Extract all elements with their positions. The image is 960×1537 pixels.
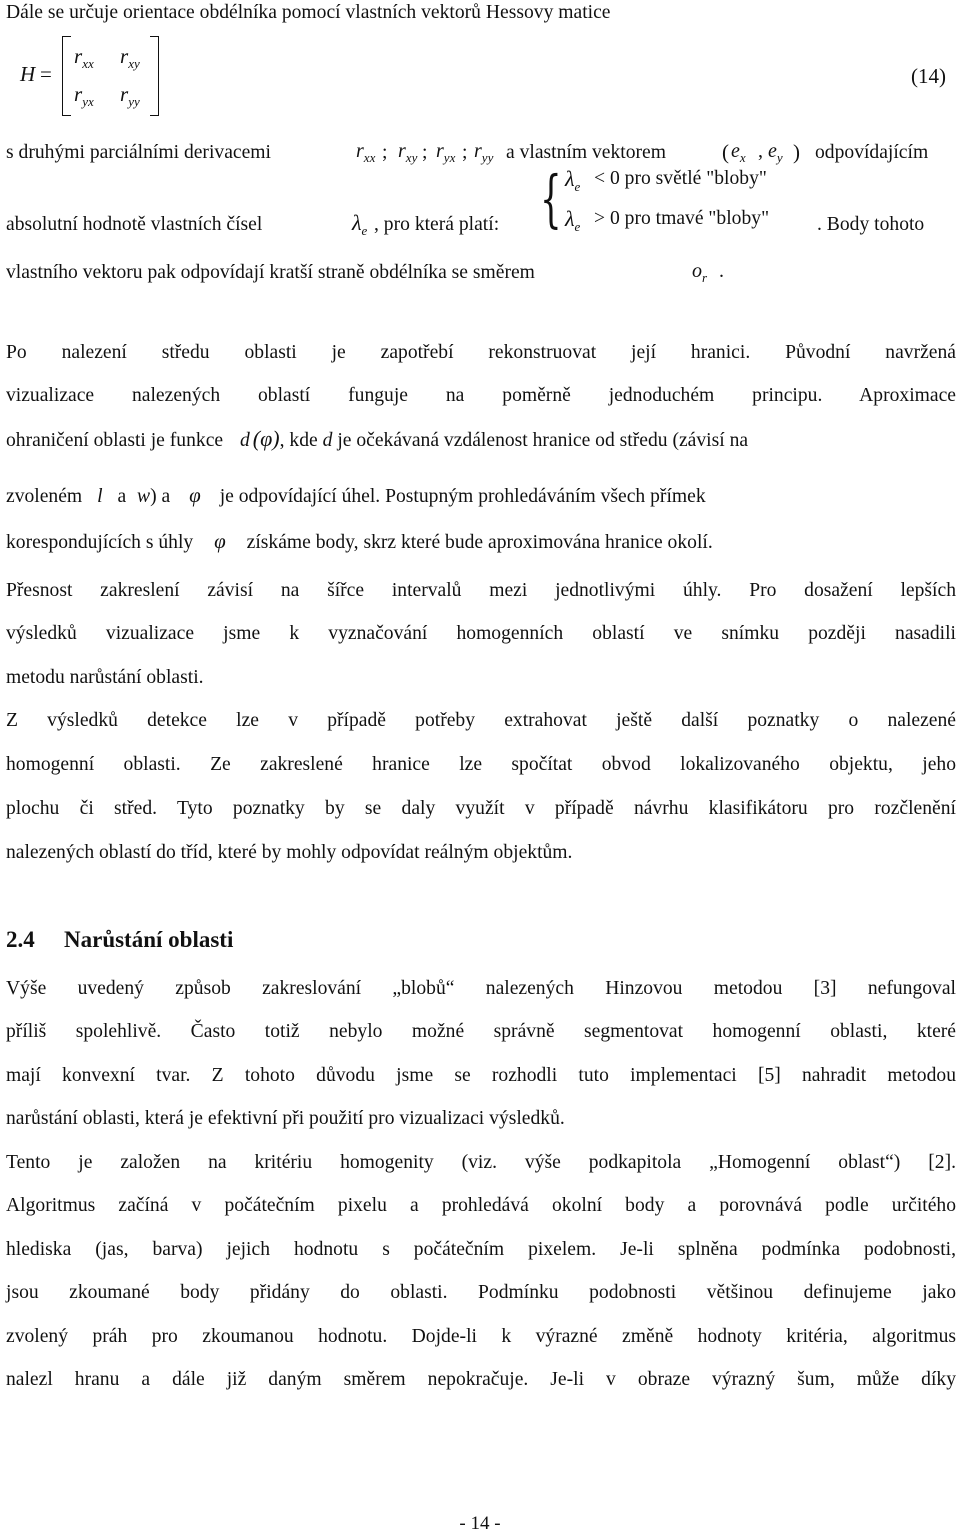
deriv-r-xy: $r_{xy}$ (398, 140, 418, 165)
direction-or: $o_r$ (692, 260, 708, 285)
section-title: Narůstání oblasti (64, 927, 234, 952)
page-number: - 14 - (459, 1513, 501, 1534)
p1-line4: zvoleném l a w) a φ je odpovídající úhel. Postupným prohledáváním všech přímek (6, 483, 706, 507)
section-heading (6, 927, 233, 953)
eigen-suffix: . Body tohoto (817, 214, 925, 235)
matrix-right-bracket (150, 36, 159, 116)
case1-text: < 0 pro světlé "bloby" (594, 168, 767, 189)
matrix-equals: = (40, 62, 52, 86)
deriv-r-xx: $r_{xx}$ (356, 140, 376, 165)
lambda-e: $\lambda_e$ (352, 210, 368, 238)
case2-text: > 0 pro tmavé "bloby" (594, 208, 770, 229)
eigen-mid: , pro která platí: (374, 214, 500, 235)
vector-ex: $e_x$ (731, 140, 746, 165)
matrix-r-yx: $r_{yx}$ (74, 82, 94, 109)
section-number: 2.4 (6, 927, 35, 952)
equation-number: (14) (911, 64, 946, 88)
p1-line5: korespondujících s úhly φ získáme body, skrz které bude aproximována hranice okolí. (6, 529, 713, 553)
matrix-r-xx: $r_{xx}$ (74, 44, 94, 71)
partial-suffix: odpovídajícím (815, 142, 929, 163)
case2-lambda: $\lambda_e$ (565, 206, 581, 234)
p1-line3: ohraničení oblasti je funkce d (φ), kde d je očekávaná vzdálenost hranice od středu (závisí na (6, 426, 749, 451)
matrix-left-bracket (62, 36, 71, 116)
cases-brace: { (540, 162, 562, 235)
intro-line: Dále se určuje orientace obdélníka pomocí vlastních vektorů Hessovy matice (6, 2, 611, 23)
deriv-r-yy: $r_{yy}$ (474, 140, 494, 165)
vector-text: vlastního vektoru pak odpovídají kratší straně obdélníka se směrem (6, 262, 535, 283)
partial-mid: a vlastním vektorem (506, 142, 666, 163)
matrix-r-xy: $r_{xy}$ (120, 44, 140, 71)
partial-prefix: s druhými parciálními derivacemi (6, 142, 271, 163)
case1-lambda: $\lambda_e$ (565, 166, 581, 194)
vector-ey: $e_y$ (768, 140, 783, 165)
eigen-prefix: absolutní hodnotě vlastních čísel (6, 214, 263, 235)
matrix-lhs: H (20, 62, 36, 86)
matrix-r-yy: $r_{yy}$ (120, 82, 140, 109)
deriv-r-yx: $r_{yx}$ (436, 140, 456, 165)
